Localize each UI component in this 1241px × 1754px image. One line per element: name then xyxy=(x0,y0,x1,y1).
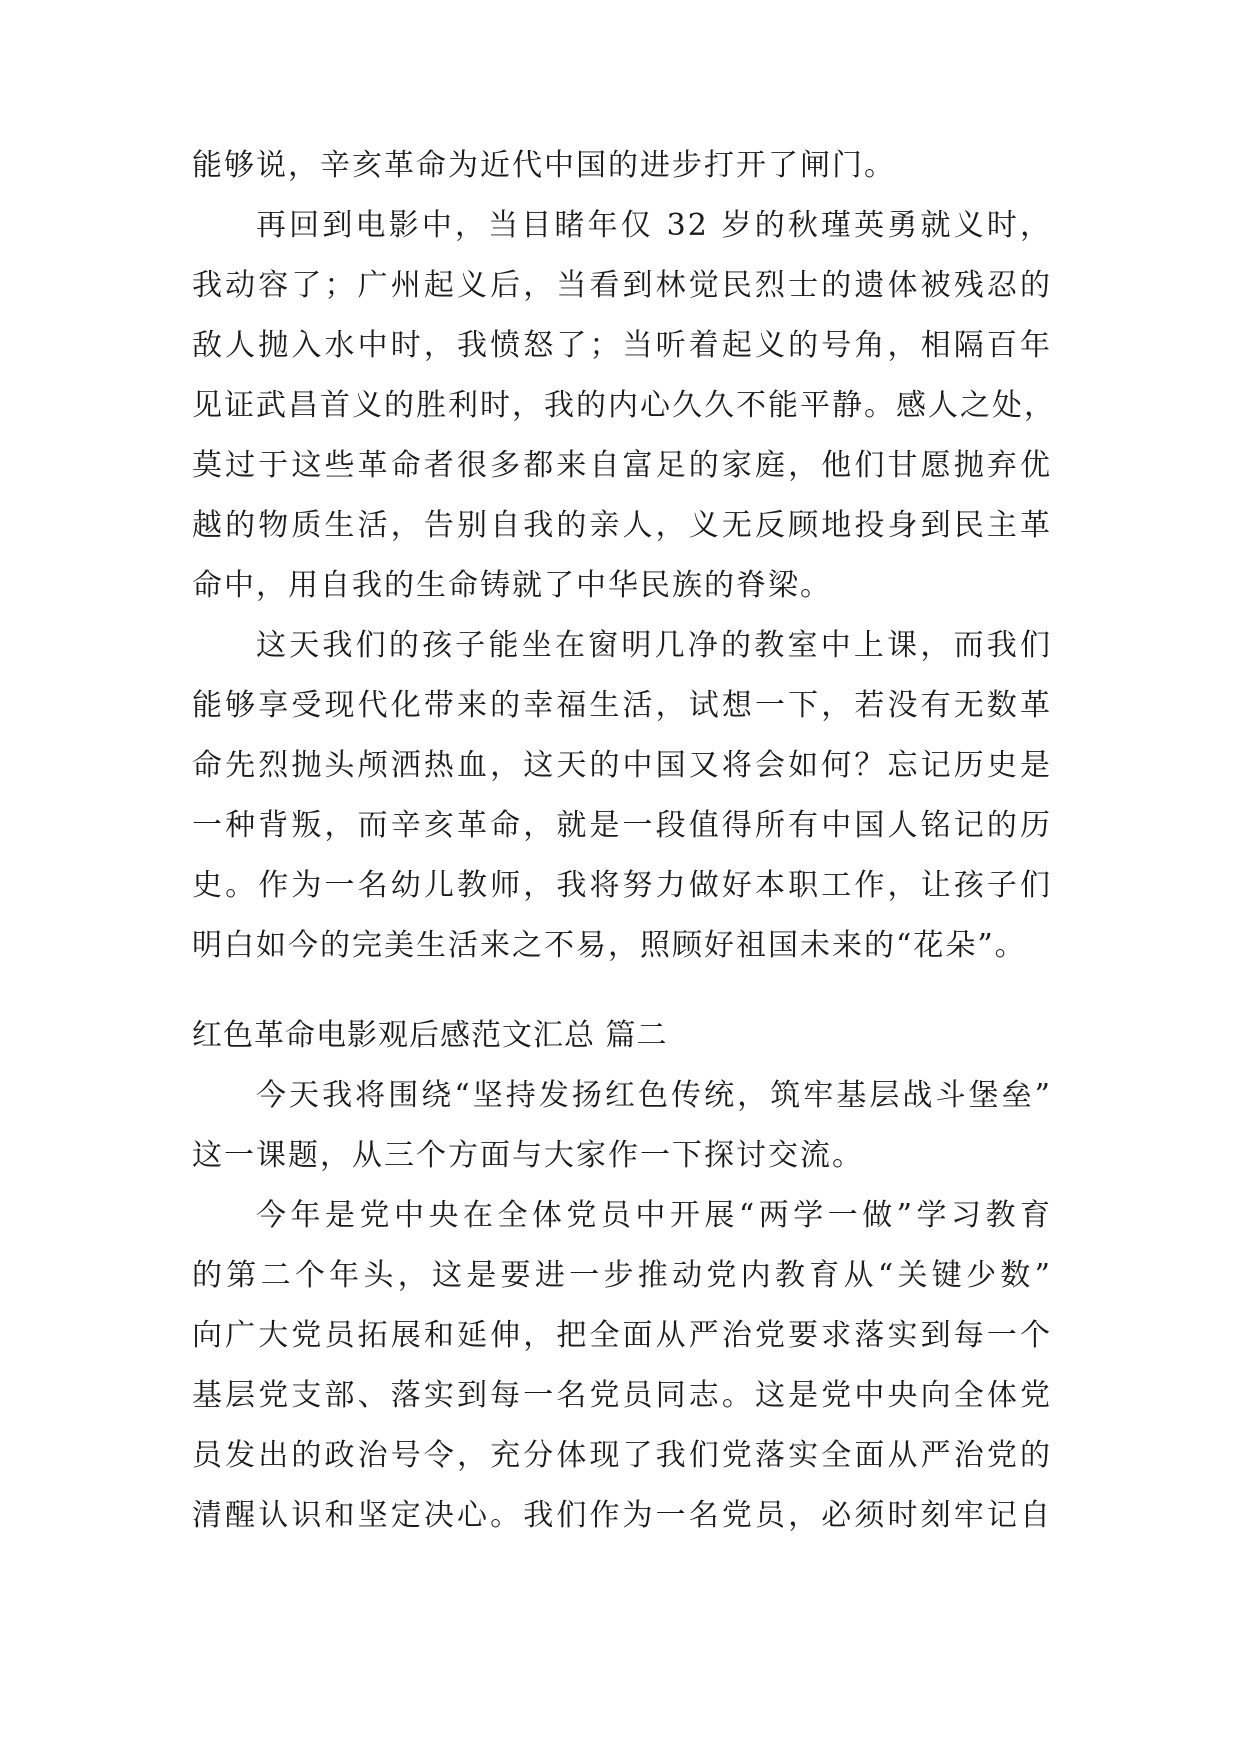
paragraph-line: 员发出的政治号令，充分体现了我们党落实全面从严治党的 xyxy=(192,1438,1052,1473)
paragraph-line: 见证武昌首义的胜利时，我的内心久久不能平静。感人之处， xyxy=(192,388,1056,423)
paragraph-line: 命中，用自我的生命铸就了中华民族的脊梁。 xyxy=(192,568,832,603)
paragraph-line: 能够说，辛亥革命为近代中国的进步打开了闸门。 xyxy=(192,148,896,183)
paragraph-line: 这一课题，从三个方面与大家作一下探讨交流。 xyxy=(192,1138,864,1173)
paragraph-line: 向广大党员拓展和延伸，把全面从严治党要求落实到每一个 xyxy=(192,1318,1052,1353)
paragraph-line: 的第二个年头，这是要进一步推动党内教育从“关键少数” xyxy=(192,1258,1052,1293)
paragraph-line: 我动容了；广州起义后，当看到林觉民烈士的遗体被残忍的 xyxy=(192,268,1052,303)
paragraph-line: 今天我将围绕“坚持发扬红色传统，筑牢基层战斗堡垒” xyxy=(256,1078,1052,1113)
paragraph-line: 一种背叛，而辛亥革命，就是一段值得所有中国人铭记的历 xyxy=(192,808,1052,843)
section-heading: 红色革命电影观后感范文汇总 篇二 xyxy=(192,1018,668,1053)
paragraph-line: 清醒认识和坚定决心。我们作为一名党员，必须时刻牢记自 xyxy=(192,1498,1052,1533)
paragraph-line: 明白如今的完美生活来之不易，照顾好祖国未来的“花朵”。 xyxy=(192,928,1027,963)
paragraph-line: 敌人抛入水中时，我愤怒了；当听着起义的号角，相隔百年 xyxy=(192,328,1052,363)
paragraph-line: 莫过于这些革命者很多都来自富足的家庭，他们甘愿抛弃优 xyxy=(192,448,1052,483)
paragraph-line: 史。作为一名幼儿教师，我将努力做好本职工作，让孩子们 xyxy=(192,868,1052,903)
paragraph-line: 这天我们的孩子能坐在窗明几净的教室中上课，而我们 xyxy=(256,628,1052,663)
paragraph-line: 基层党支部、落实到每一名党员同志。这是党中央向全体党 xyxy=(192,1378,1052,1413)
paragraph-line: 越的物质生活，告别自我的亲人，义无反顾地投身到民主革 xyxy=(192,508,1052,543)
paragraph-line: 再回到电影中，当目睹年仅 32 岁的秋瑾英勇就义时， xyxy=(256,208,1052,243)
section-two-body xyxy=(192,1066,1052,1546)
paragraph-line: 命先烈抛头颅洒热血，这天的中国又将会如何？忘记历史是 xyxy=(192,748,1052,783)
paragraph-line: 今年是党中央在全体党员中开展“两学一做”学习教育 xyxy=(256,1198,1052,1233)
section-one-body xyxy=(192,136,1056,976)
paragraph-line: 能够享受现代化带来的幸福生活，试想一下，若没有无数革 xyxy=(192,688,1052,723)
